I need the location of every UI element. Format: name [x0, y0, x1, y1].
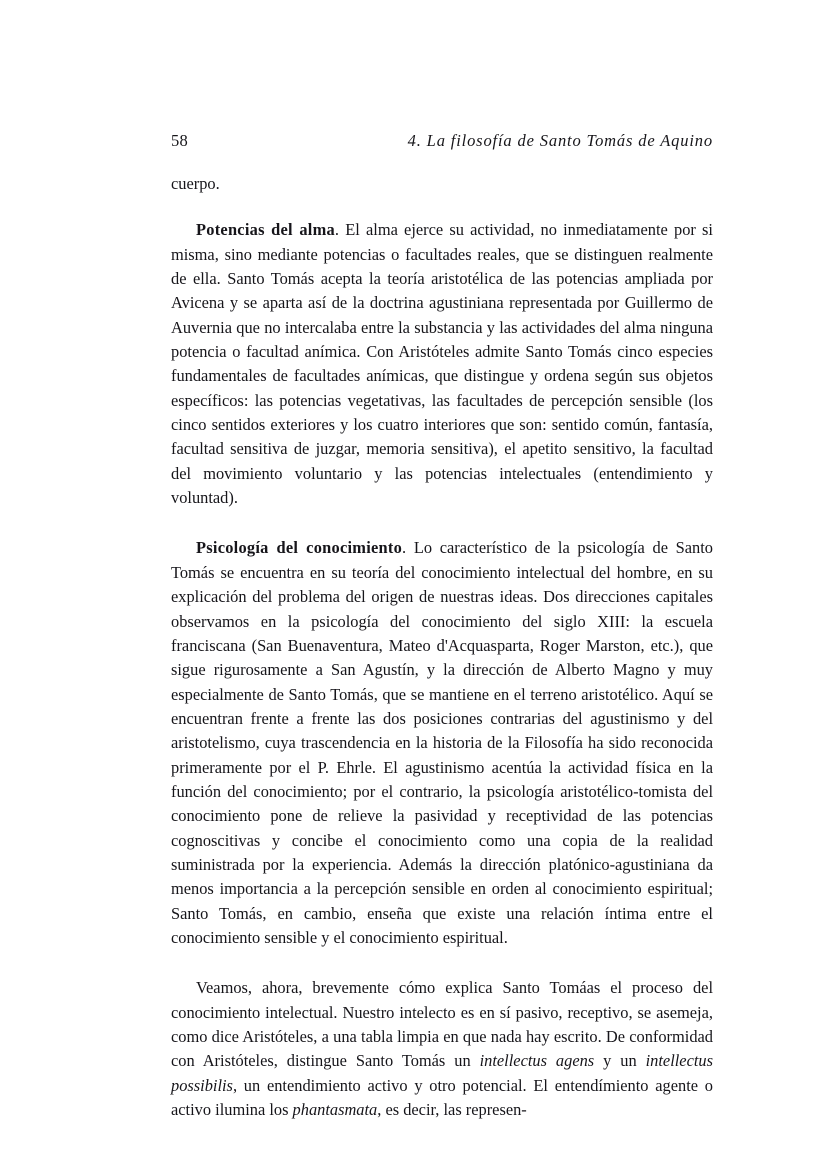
latin-term-phantasmata: phantasmata: [292, 1100, 378, 1120]
chapter-title: 4. La filosofía de Santo Tomás de Aquino: [407, 131, 713, 150]
run-in-heading-psicologia: Psicología del conocimiento: [196, 538, 403, 558]
paragraph-veamos-segment-2: y un: [594, 1051, 646, 1071]
latin-term-intellectus-possibilis: intellectus possibilis: [171, 1051, 713, 1095]
page-number: 58: [171, 131, 189, 150]
paragraph-continuation: cuerpo.: [171, 174, 220, 193]
paragraph-veamos-segment-3: , un entendimiento activo y otro potencial. El entendímiento agente o activo ilumina los: [171, 1075, 713, 1120]
paragraph-veamos-segment-4: , es decir, las represen-: [377, 1100, 527, 1120]
running-head: [171, 131, 713, 151]
paragraph-psicologia-del-conocimiento: [171, 536, 713, 950]
paragraph-veamos: [171, 976, 713, 1122]
paragraph-veamos-segment-1: Veamos, ahora, brevemente cómo explica Santo Tomáas el proceso del conocimiento intelectual. Nuestro intelecto es en sí pasivo, receptivo, se asemeja, como dice Aristóteles, a una tabla limpia en que nada hay escrito. De conformidad con Aristóteles, distingue Santo Tomás un: [171, 978, 713, 1071]
run-in-heading-potencias: Potencias del alma: [196, 220, 335, 240]
paragraph-potencias-body: . El alma ejerce su actividad, no inmediatamente por si misma, sino mediante potencias o facultades reales, que se distinguen realmente de ella. Santo Tomás acepta la teoría aristotélica de las potencias ampliada por Avicena y se aparta así de la doctrina agustiniana representada por Guillermo de Auvernia que no intercalaba entre la substancia y las actividades del alma ninguna potencia o facultad anímica. Con Aristóteles admite Santo Tomás cinco especies fundamentales de facultades anímicas, que distingue y ordena según sus objetos específicos: las potencias vegetativas, las facultades de percepción sensible (los cinco sentidos exteriores y los cuatro interiores que son: sentido común, fantasía, facultad sensitiva de juzgar, memoria sensitiva), el apetito sensitivo, la facultad del movimiento voluntario y las potencias intelectuales (entendimiento y voluntad).: [171, 220, 713, 508]
paragraph-psicologia-body: . Lo característico de la psicología de Santo Tomás se encuentra en su teoría del conocimiento intelectual del hombre, en su explicación del problema del origen de nuestras ideas. Dos direcciones capitales observamos en la psicología del conocimiento del siglo XIII: la escuela franciscana (San Buenaventura, Mateo d'Acquasparta, Roger Marston, etc.), que sigue rigurosamente a San Agustín, y la dirección de Alberto Magno y muy especialmente de Santo Tomás, que se mantiene en el terreno aristotélico. Aquí se encuentran frente a frente las dos posiciones contrarias del agustinismo y del aristotelismo, cuya trascendencia en la historia de la Filosofía ha sido reconocida primeramente por el P. Ehrle. El agustinismo acentúa la actividad física en la función del conocimiento; por el contrario, la psicología aristotélico-tomista del conocimiento pone de relieve la pasividad y receptividad de las potencias cognoscitivas y concibe el conocimiento como una copia de la realidad suministrada por la experiencia. Además la dirección platónico-agustiniana da menos importancia a la percepción sensible en orden al conocimiento espiritual; Santo Tomás, en cambio, enseña que existe una relación íntima entre el conocimiento sensible y el conocimiento espiritual.: [171, 538, 713, 947]
text-block: [171, 172, 713, 1122]
latin-term-intellectus-agens: intellectus agens: [479, 1051, 595, 1071]
paragraph-potencias-del-alma: [171, 218, 713, 510]
